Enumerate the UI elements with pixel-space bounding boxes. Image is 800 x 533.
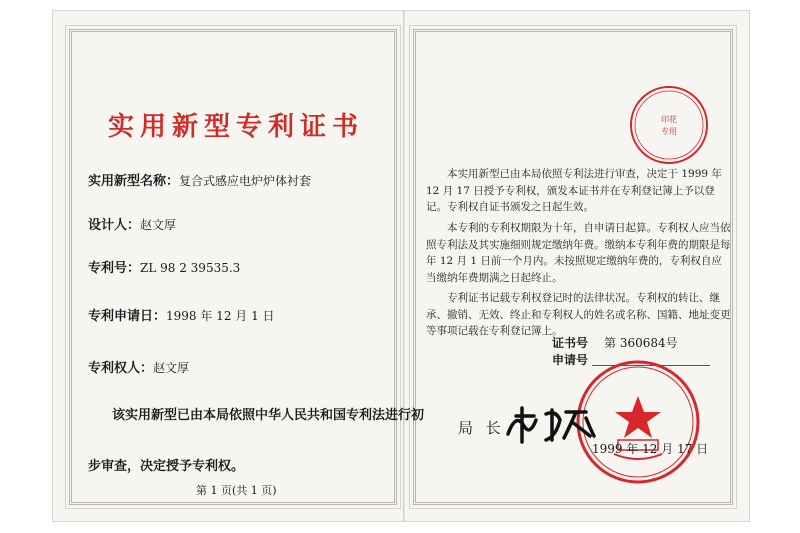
cert-no-label: 证书号 <box>552 336 589 350</box>
issue-date: 1999 年 12 月 17 日 <box>592 442 709 456</box>
field-patentee <box>88 357 189 376</box>
page-fold <box>403 10 405 522</box>
grant-statement-line2: 步审查，决定授予专利权。 <box>88 459 245 474</box>
svg-text:专用: 专用 <box>661 127 677 136</box>
field-value: 1998 年 12 月 1 日 <box>166 309 275 323</box>
field-value: 赵文厚 <box>140 218 177 232</box>
paragraph-grant: 本实用新型已由本局依照专利法进行审查，决定于 1999 年 12 月 17 日授予专利权，颁发本证书并在专利登记簿上予以登记。专利权自证书颁发之日起生效。 <box>426 168 722 213</box>
field-label: 专利号： <box>88 261 141 276</box>
field-value: 赵文厚 <box>153 361 190 375</box>
field-patent-number <box>88 257 240 276</box>
director-signature-icon <box>502 404 602 444</box>
field-application-date <box>88 305 275 324</box>
page-number: 第 1 页(共 1 页) <box>196 484 277 497</box>
field-utility-model-name <box>88 170 311 189</box>
paragraph-legal-status: 专利证书记载专利权登记时的法律状况。专利权的转让、继承、撤销、无效、终止和专利权人的姓名或名称、国籍、地址变更等事项记载在专利登记簿上。 <box>426 292 731 337</box>
field-value: ZL 98 2 39535.3 <box>140 261 241 275</box>
paragraph-term: 本专利的专利权期限为十年，自申请日起算。专利权人应当依照专利法及其实施细则规定缴纳年费。缴纳本专利年费的期限是每年 12 月 1 日前一个月内。未按照规定缴纳年费的，专利权自应当缴纳年费期满之日起终止。 <box>426 222 731 284</box>
certificate-title: 实用新型专利证书 <box>108 112 365 142</box>
app-no-label: 申请号 <box>552 353 589 367</box>
certificate-number <box>552 334 678 351</box>
small-seal-icon <box>628 84 710 166</box>
grant-statement-line1: 该实用新型已由本局依照中华人民共和国专利法进行初 <box>112 408 425 423</box>
field-label: 实用新型名称： <box>88 174 180 189</box>
director-label: 局 长 <box>458 419 505 437</box>
field-label: 专利申请日： <box>88 309 167 324</box>
field-label: 专利权人： <box>88 361 154 376</box>
cert-no-value: 第 360684号 <box>604 336 678 350</box>
svg-text:印花: 印花 <box>661 115 677 124</box>
field-label: 设计人： <box>88 218 141 233</box>
field-value: 复合式感应电炉炉体衬套 <box>179 174 312 188</box>
field-designer <box>88 214 176 233</box>
